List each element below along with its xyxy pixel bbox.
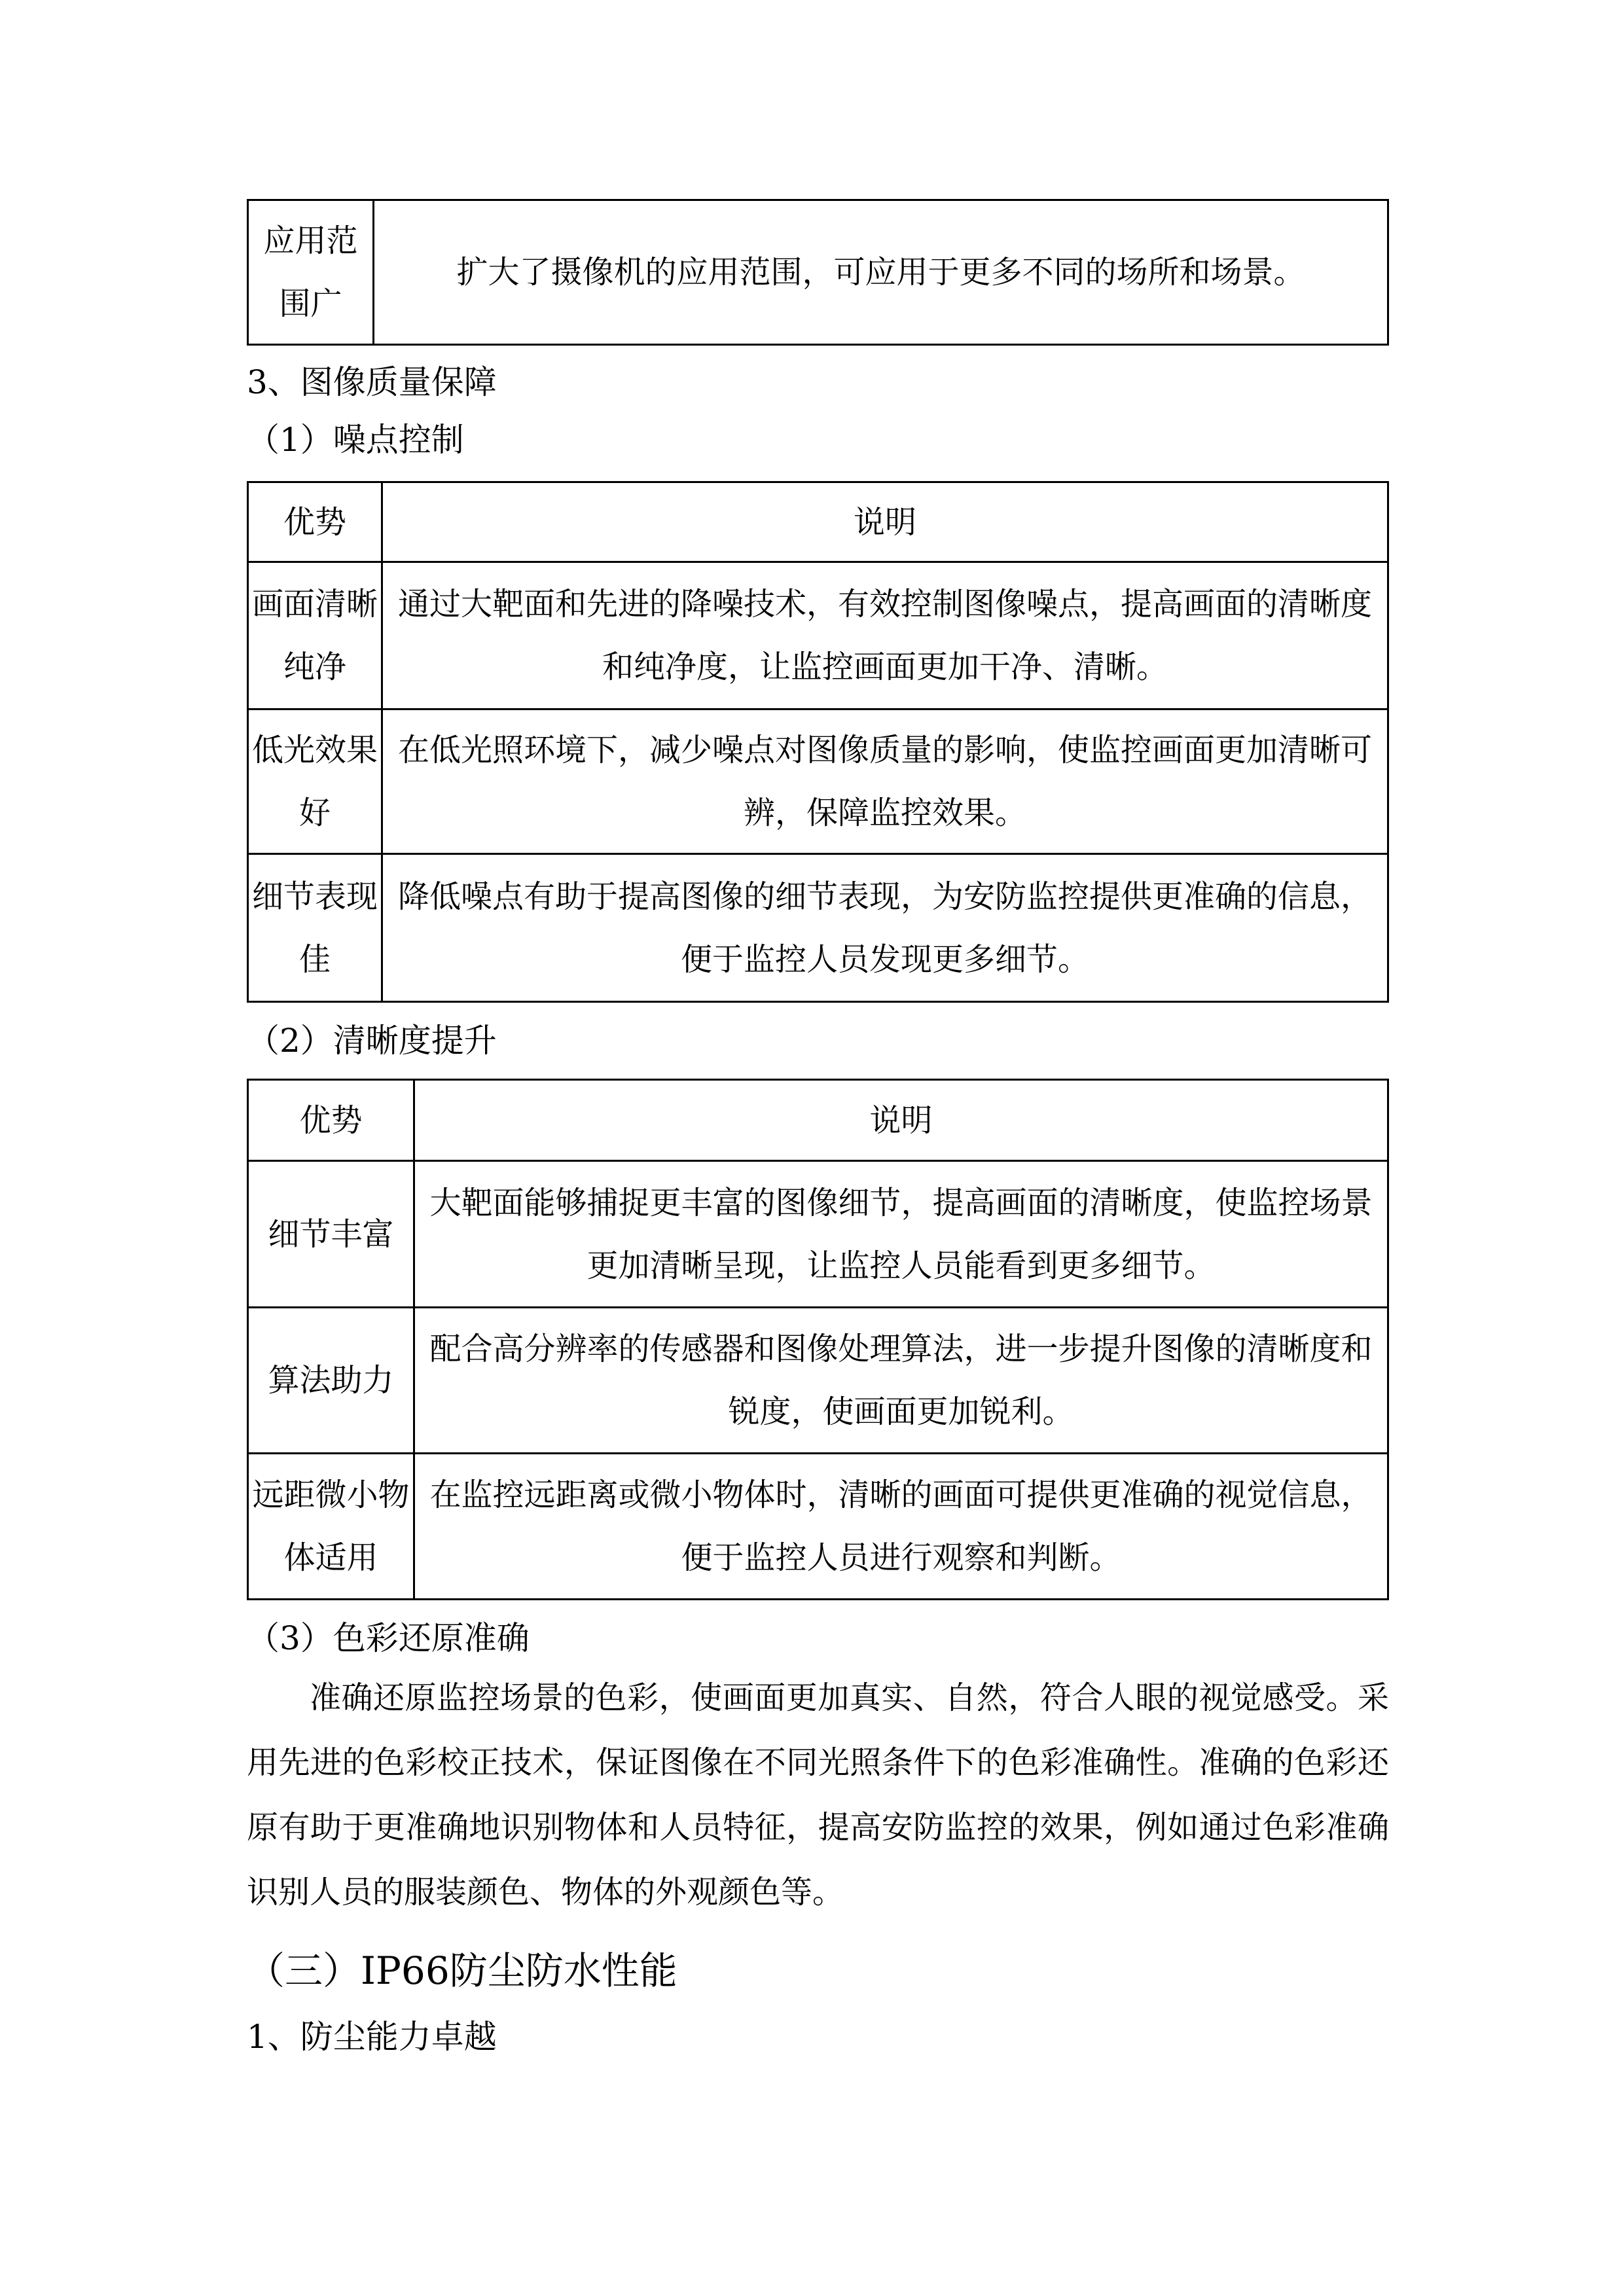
description-cell: 降低噪点有助于提高图像的细节表现，为安防监控提供更准确的信息，便于监控人员发现更多细节。 bbox=[382, 854, 1388, 1002]
noise-control-table bbox=[247, 481, 1389, 1003]
header-advantage: 优势 bbox=[248, 482, 382, 562]
advantage-cell: 应用范围广 bbox=[248, 200, 374, 345]
subheading-noise-control: （1）噪点控制 bbox=[247, 421, 464, 459]
advantage-cell: 低光效果好 bbox=[248, 709, 382, 854]
table-header-row bbox=[248, 1080, 1388, 1161]
subheading-color-accuracy: （3）色彩还原准确 bbox=[247, 1619, 530, 1657]
description-cell: 扩大了摄像机的应用范围，可应用于更多不同的场所和场景。 bbox=[374, 200, 1388, 345]
advantage-cell: 算法助力 bbox=[248, 1308, 414, 1454]
description-cell: 配合高分辨率的传感器和图像处理算法，进一步提升图像的清晰度和锐度，使画面更加锐利。 bbox=[414, 1308, 1388, 1454]
subheading-dustproof: 1、防尘能力卓越 bbox=[247, 2018, 497, 2056]
advantage-cell: 远距微小物体适用 bbox=[248, 1454, 414, 1600]
header-description: 说明 bbox=[414, 1080, 1388, 1161]
header-advantage: 优势 bbox=[248, 1080, 414, 1161]
advantage-cell: 画面清晰纯净 bbox=[248, 562, 382, 709]
table-row bbox=[248, 709, 1388, 854]
table-row bbox=[248, 1161, 1388, 1308]
table-row bbox=[248, 200, 1388, 345]
section-heading-ip66: （三）IP66防尘防水性能 bbox=[247, 1948, 677, 1993]
application-range-table bbox=[247, 199, 1389, 346]
table-header-row bbox=[248, 482, 1388, 562]
advantage-cell: 细节丰富 bbox=[248, 1161, 414, 1308]
clarity-table bbox=[247, 1079, 1389, 1600]
advantage-cell: 细节表现佳 bbox=[248, 854, 382, 1002]
table-row bbox=[248, 1308, 1388, 1454]
table-row bbox=[248, 1454, 1388, 1600]
subheading-clarity: （2）清晰度提升 bbox=[247, 1022, 497, 1060]
section-heading-image-quality: 3、图像质量保障 bbox=[247, 363, 497, 401]
table-row bbox=[248, 854, 1388, 1002]
description-cell: 在低光照环境下，减少噪点对图像质量的影响，使监控画面更加清晰可辨，保障监控效果。 bbox=[382, 709, 1388, 854]
header-description: 说明 bbox=[382, 482, 1388, 562]
color-accuracy-paragraph: 准确还原监控场景的色彩，使画面更加真实、自然，符合人眼的视觉感受。采用先进的色彩校正技术，保证图像在不同光照条件下的色彩准确性。准确的色彩还原有助于更准确地识别物体和人员特征，提高安防监控的效果，例如通过色彩准确识别人员的服装颜色、物体的外观颜色等。 bbox=[247, 1679, 1389, 1910]
description-cell: 通过大靶面和先进的降噪技术，有效控制图像噪点，提高画面的清晰度和纯净度，让监控画面更加干净、清晰。 bbox=[382, 562, 1388, 709]
description-cell: 在监控远距离或微小物体时，清晰的画面可提供更准确的视觉信息，便于监控人员进行观察和判断。 bbox=[414, 1454, 1388, 1600]
description-cell: 大靶面能够捕捉更丰富的图像细节，提高画面的清晰度，使监控场景更加清晰呈现，让监控人员能看到更多细节。 bbox=[414, 1161, 1388, 1308]
table-row bbox=[248, 562, 1388, 709]
